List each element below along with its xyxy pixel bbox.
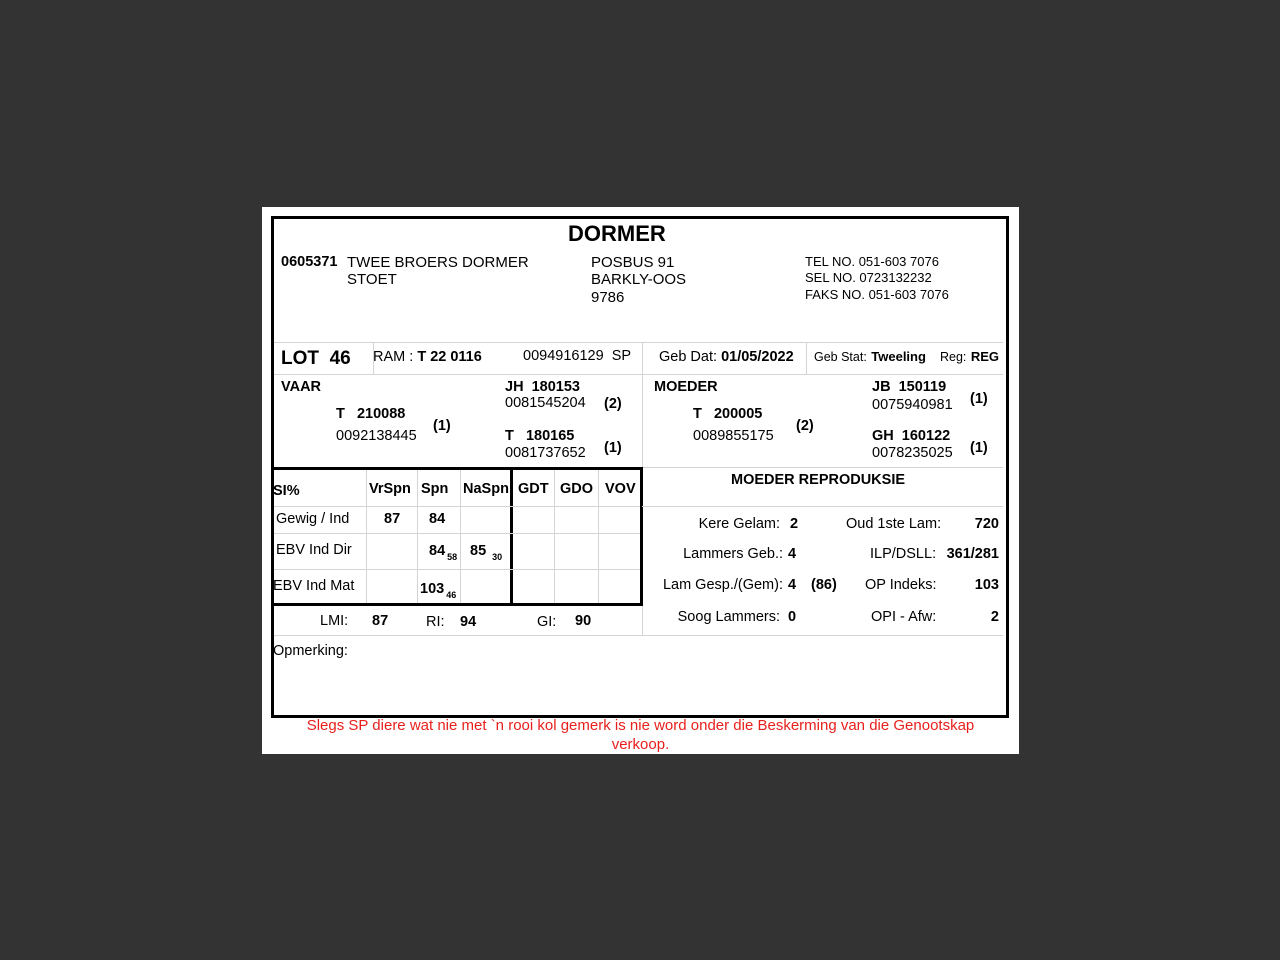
op-indeks-label: OP Indeks: — [865, 577, 937, 593]
divider — [598, 470, 599, 603]
reg-value: REG — [970, 349, 1000, 364]
dam-reg-no: 0089855175 — [693, 428, 774, 444]
kere-gelam-value: 2 — [790, 516, 799, 532]
sire-reg-no: 0092138445 — [336, 428, 417, 444]
ri-label: RI: — [426, 614, 445, 630]
col-header-vov: VOV — [605, 481, 636, 497]
lot-label: LOT — [281, 348, 319, 369]
ebv-dir-naspn: 85 $_{30}$ — [470, 543, 503, 562]
soog-label: Soog Lammers: — [677, 609, 780, 625]
sire-dam-id: T 180165 — [505, 428, 575, 444]
table-bottom-border — [271, 603, 643, 606]
reproduction-title: MOEDER REPRODUKSIE — [731, 472, 906, 488]
breed-title: DORMER — [568, 221, 666, 246]
ram-label: RAM : — [373, 349, 414, 365]
address-line2: BARKLY-OOS — [591, 271, 687, 288]
ebv-mat-spn: 103 $_{46}$ — [420, 581, 457, 600]
divider — [554, 470, 555, 603]
ebv-dir-spn: 84 $_{58}$ — [429, 543, 458, 562]
gi-value: 90 — [575, 613, 592, 629]
lmi-value: 87 — [372, 613, 389, 629]
col-header-naspn: NaSpn — [463, 481, 509, 497]
birth-status-value: Tweeling — [871, 349, 926, 364]
birth-status — [814, 348, 926, 366]
sp-mark: SP — [611, 348, 632, 364]
op-indeks-value: 103 — [974, 577, 999, 593]
tel-number: TEL NO. 051-603 7076 — [805, 254, 939, 269]
divider — [274, 374, 1003, 375]
sire-sire-grade: (2) — [604, 396, 622, 412]
reg-no: 0094916129 — [523, 348, 604, 364]
col-header-si: SI% — [273, 483, 300, 499]
lammers-geb-label: Lammers Geb.: — [683, 546, 783, 562]
opi-afw-label: OPI - Afw: — [871, 609, 937, 625]
ram-info — [373, 349, 482, 365]
dam-id: T 200005 — [693, 406, 763, 422]
divider — [417, 470, 418, 603]
address-line1: POSBUS 91 — [591, 254, 675, 271]
birth-date — [659, 349, 794, 365]
registration-number — [523, 348, 631, 364]
birth-date-value: 01/05/2022 — [721, 349, 794, 365]
divider — [274, 569, 640, 570]
lot-number — [281, 348, 351, 370]
ebv-mat-spn-accuracy: 46 — [446, 590, 457, 600]
divider — [642, 467, 1003, 468]
breeder-name-line1: TWEE BROERS DORMER — [347, 254, 529, 271]
birth-date-label: Geb Dat: — [659, 349, 718, 365]
col-header-gdt: GDT — [518, 481, 549, 497]
remarks-label: Opmerking: — [273, 643, 348, 659]
sire-id: T 210088 — [336, 406, 406, 422]
kere-gelam-label: Kere Gelam: — [698, 516, 780, 532]
sire-label: VAAR — [281, 379, 322, 395]
dam-dam-id: GH 160122 — [872, 428, 951, 444]
divider — [642, 342, 643, 467]
dam-label: MOEDER — [654, 379, 718, 395]
protection-notice: Slegs SP diere wat nie met `n rooi kol gemerk is nie word onder die Beskerming van die Genootskap verkoop. — [306, 717, 975, 753]
fax-number: FAKS NO. 051-603 7076 — [805, 287, 949, 302]
dam-sire-reg-no: 0075940981 — [872, 397, 953, 413]
gi-label: GI: — [537, 614, 557, 630]
lam-gesp-label: Lam Gesp./(Gem): — [662, 577, 783, 593]
dam-dam-reg-no: 0078235025 — [872, 445, 953, 461]
lot-value: 46 — [329, 348, 351, 369]
gewig-vrspn: 87 — [384, 511, 401, 527]
divider — [274, 635, 1003, 636]
dam-dam-grade: (1) — [970, 440, 988, 456]
reg-label: Reg: — [940, 350, 967, 364]
col-header-gdo: GDO — [560, 481, 594, 497]
cell-number: SEL NO. 0723132232 — [805, 270, 932, 285]
divider — [274, 506, 640, 507]
ilp-label: ILP/DSLL: — [870, 546, 937, 562]
registration-status — [940, 348, 999, 366]
sire-grade: (1) — [433, 418, 451, 434]
sire-dam-reg-no: 0081737652 — [505, 445, 586, 461]
ebv-dir-spn-accuracy: 58 — [447, 552, 458, 562]
divider — [642, 506, 1003, 507]
lam-gesp-value: 4 — [788, 577, 797, 593]
dam-grade: (2) — [796, 418, 814, 434]
col-header-vrspn: VrSpn — [369, 481, 411, 497]
dam-sire-id: JB 150119 — [872, 379, 947, 395]
lot-card — [262, 207, 1019, 754]
address-line3: 9786 — [591, 289, 625, 306]
divider — [460, 470, 461, 603]
divider — [806, 342, 807, 374]
lammers-geb-value: 4 — [788, 546, 797, 562]
divider — [274, 342, 1003, 343]
dam-sire-grade: (1) — [970, 391, 988, 407]
ilp-value: 361/281 — [946, 546, 999, 562]
sire-dam-grade: (1) — [604, 440, 622, 456]
lmi-label: LMI: — [320, 613, 349, 629]
table-top-border — [271, 467, 643, 470]
soog-value: 0 — [788, 609, 797, 625]
divider — [274, 533, 640, 534]
sire-sire-id: JH 180153 — [505, 379, 580, 395]
divider — [366, 470, 367, 603]
breeder-name-line2: STOET — [347, 271, 397, 288]
row-label-ebv-mat: EBV Ind Mat — [273, 578, 355, 594]
birth-status-label: Geb Stat: — [814, 350, 867, 364]
table-mid-border — [510, 467, 513, 606]
row-label-gewig: Gewig / Ind — [276, 511, 350, 527]
oud-value: 720 — [974, 516, 999, 532]
ri-value: 94 — [460, 614, 477, 630]
lam-gem-value: (86) — [811, 577, 837, 593]
col-header-spn: Spn — [421, 481, 449, 497]
opi-afw-value: 2 — [990, 609, 999, 625]
breeder-number: 0605371 — [281, 254, 338, 270]
row-label-ebv-dir: EBV Ind Dir — [276, 542, 352, 558]
sire-sire-reg-no: 0081545204 — [505, 395, 586, 411]
oud-label: Oud 1ste Lam: — [846, 516, 942, 532]
ram-id: T 22 0116 — [417, 349, 482, 365]
ebv-dir-naspn-accuracy: 30 — [492, 552, 503, 562]
gewig-spn: 84 — [429, 511, 446, 527]
